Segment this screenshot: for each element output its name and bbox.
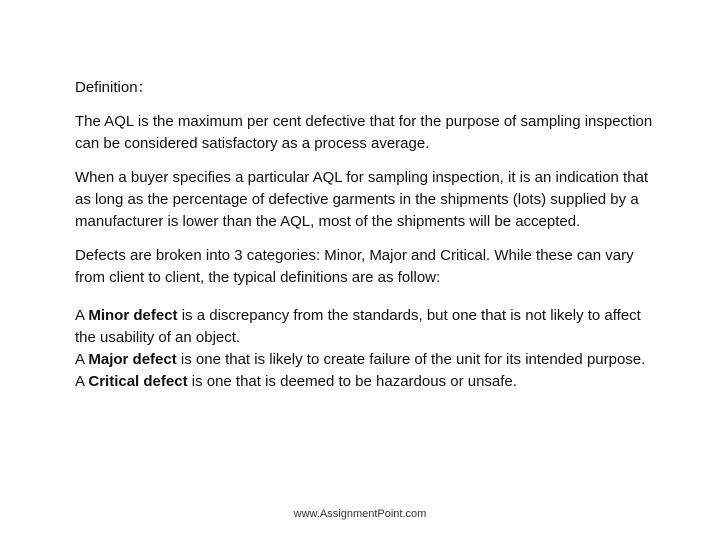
definition-heading: Definition： [75, 79, 153, 96]
slide-content [75, 77, 655, 393]
major-prefix: A [75, 351, 89, 368]
footer-website: www.AssignmentPoint.com [293, 508, 427, 520]
minor-prefix: A [75, 307, 89, 324]
critical-defect-definition [75, 371, 655, 393]
minor-defect-term: Minor defect [88, 307, 178, 324]
major-defect-term: Major defect [88, 351, 177, 368]
critical-defect-text: is one that is deemed to be hazardous or unsafe. [187, 373, 517, 390]
major-defect-text: is one that is likely to create failure of the unit for its intended purpose. [176, 351, 646, 368]
critical-prefix: A [75, 373, 89, 390]
major-defect-definition [75, 349, 655, 371]
defect-definitions [75, 305, 655, 393]
buyer-aql-paragraph: When a buyer specifies a particular AQL for sampling inspection, it is an indication that as long as the percentage of defective garments in the shipments (lots) supplied by a manufacturer is lower than the AQL, most of the shipments will be accepted. [75, 169, 649, 230]
defect-categories-paragraph: Defects are broken into 3 categories: Minor, Major and Critical. While these can vary from client to client, the typical definitions are as follow: [75, 247, 634, 286]
aql-definition-paragraph: The AQL is the maximum per cent defective that for the purpose of sampling inspection can be considered satisfactory as a process average. [75, 113, 653, 152]
critical-defect-term: Critical defect [88, 373, 188, 390]
minor-defect-text: is a discrepancy from the standards, but one that is not likely to affect the usability of an object. [75, 307, 641, 346]
minor-defect-definition [75, 305, 655, 349]
